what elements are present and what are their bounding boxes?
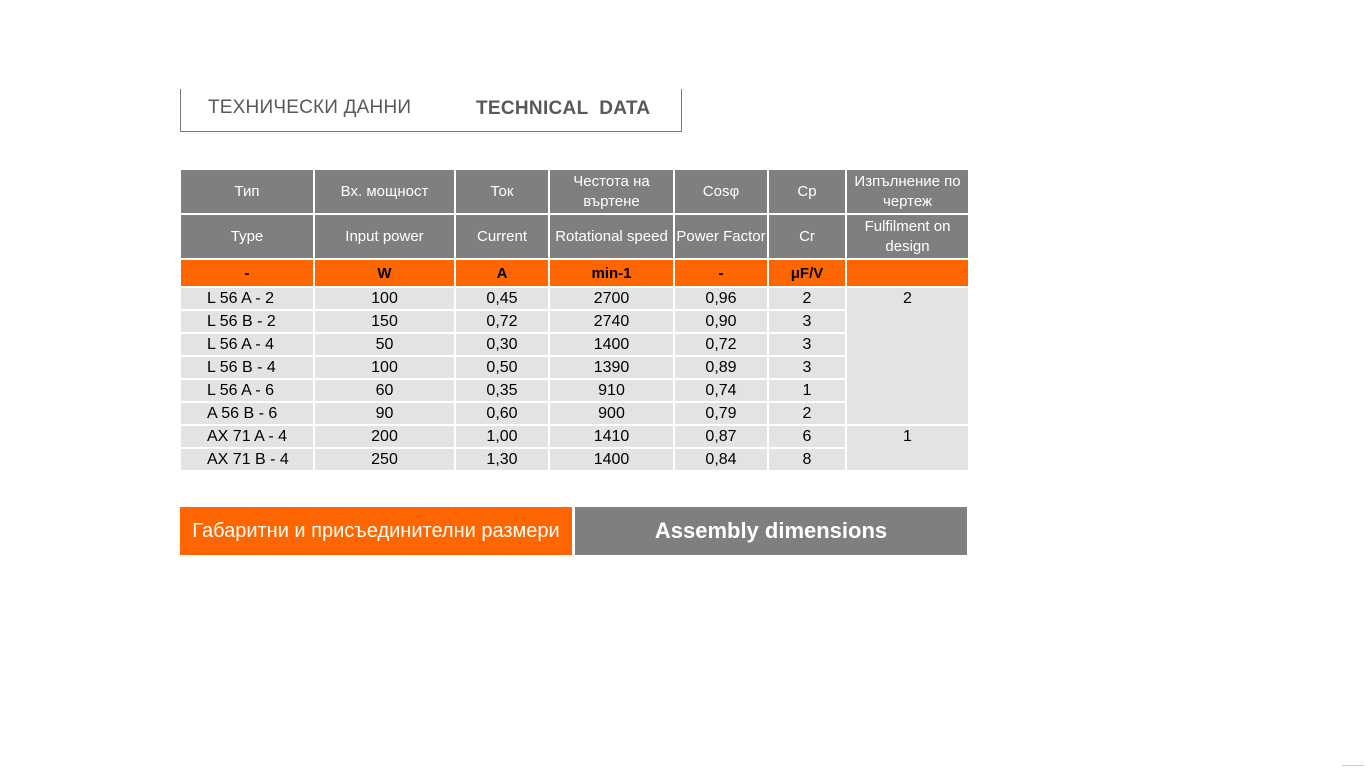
data-cell: 60 bbox=[315, 380, 454, 401]
data-cell: 3 bbox=[769, 357, 845, 378]
type-cell: A 56 B - 6 bbox=[181, 403, 313, 424]
data-cell: 900 bbox=[550, 403, 673, 424]
data-cell: 0,87 bbox=[675, 426, 767, 447]
unit-cell: A bbox=[456, 260, 548, 286]
header-rotational-speed-bg: Честота на въртене bbox=[550, 170, 673, 213]
data-cell: 1410 bbox=[550, 426, 673, 447]
data-cell: 1,00 bbox=[456, 426, 548, 447]
data-cell: 90 bbox=[315, 403, 454, 424]
unit-cell: W bbox=[315, 260, 454, 286]
data-cell: 0,90 bbox=[675, 311, 767, 332]
data-cell: 1400 bbox=[550, 334, 673, 355]
data-cell: 0,60 bbox=[456, 403, 548, 424]
data-cell: 150 bbox=[315, 311, 454, 332]
header-input-power-en: Input power bbox=[315, 215, 454, 258]
data-cell: 50 bbox=[315, 334, 454, 355]
data-cell: 2 bbox=[769, 288, 845, 309]
data-cell: 2700 bbox=[550, 288, 673, 309]
type-cell: AX 71 A - 4 bbox=[181, 426, 313, 447]
data-cell: 0,45 bbox=[456, 288, 548, 309]
design-group-cell: 2 bbox=[847, 288, 968, 424]
header-power-factor-en: Power Factor bbox=[675, 215, 767, 258]
data-cell: 0,74 bbox=[675, 380, 767, 401]
data-cell: 0,35 bbox=[456, 380, 548, 401]
header-input-power-bg: Вх. мощност bbox=[315, 170, 454, 213]
data-cell: 2 bbox=[769, 403, 845, 424]
data-cell: 1 bbox=[769, 380, 845, 401]
technical-data-title-box bbox=[180, 89, 682, 132]
data-cell: 2740 bbox=[550, 311, 673, 332]
data-cell: 8 bbox=[769, 449, 845, 470]
table-row bbox=[181, 426, 968, 447]
type-cell: L 56 A - 2 bbox=[181, 288, 313, 309]
units-row bbox=[181, 260, 968, 286]
table-row bbox=[181, 288, 968, 309]
unit-cell: μF/V bbox=[769, 260, 845, 286]
header-type-bg: Тип bbox=[181, 170, 313, 213]
data-cell: 0,96 bbox=[675, 288, 767, 309]
data-cell: 0,72 bbox=[456, 311, 548, 332]
assembly-dimensions-en-button[interactable]: Assembly dimensions bbox=[575, 507, 967, 555]
data-cell: 0,84 bbox=[675, 449, 767, 470]
data-cell: 6 bbox=[769, 426, 845, 447]
design-group-cell: 1 bbox=[847, 426, 968, 470]
data-cell: 200 bbox=[315, 426, 454, 447]
header-type-en: Type bbox=[181, 215, 313, 258]
type-cell: L 56 B - 4 bbox=[181, 357, 313, 378]
header-cp: Cp bbox=[769, 170, 845, 213]
data-cell: 910 bbox=[550, 380, 673, 401]
title-english: TECHNICAL DATA bbox=[476, 98, 651, 119]
data-cell: 3 bbox=[769, 334, 845, 355]
data-cell: 1390 bbox=[550, 357, 673, 378]
data-cell: 0,50 bbox=[456, 357, 548, 378]
data-cell: 1,30 bbox=[456, 449, 548, 470]
data-cell: 0,30 bbox=[456, 334, 548, 355]
header-design-en: Fulfilment on design bbox=[847, 215, 968, 258]
type-cell: L 56 A - 6 bbox=[181, 380, 313, 401]
data-cell: 3 bbox=[769, 311, 845, 332]
type-cell: L 56 A - 4 bbox=[181, 334, 313, 355]
header-rotational-speed-en: Rotational speed bbox=[550, 215, 673, 258]
unit-cell: - bbox=[675, 260, 767, 286]
data-cell: 0,72 bbox=[675, 334, 767, 355]
assembly-dimensions-bg-button[interactable]: Габаритни и присъединителни размери bbox=[180, 507, 572, 555]
unit-cell bbox=[847, 260, 968, 286]
technical-data-table bbox=[179, 168, 970, 472]
header-row-bulgarian bbox=[181, 170, 968, 213]
header-current-bg: Ток bbox=[456, 170, 548, 213]
unit-cell: - bbox=[181, 260, 313, 286]
data-cell: 0,89 bbox=[675, 357, 767, 378]
type-cell: AX 71 B - 4 bbox=[181, 449, 313, 470]
data-cell: 100 bbox=[315, 288, 454, 309]
data-cell: 100 bbox=[315, 357, 454, 378]
data-cell: 1400 bbox=[550, 449, 673, 470]
data-cell: 0,79 bbox=[675, 403, 767, 424]
type-cell: L 56 B - 2 bbox=[181, 311, 313, 332]
unit-cell: min-1 bbox=[550, 260, 673, 286]
header-row-english bbox=[181, 215, 968, 258]
header-cos-phi: Cosφ bbox=[675, 170, 767, 213]
header-design-bg: Изпълнение по чертеж bbox=[847, 170, 968, 213]
title-bulgarian: ТЕХНИЧЕСКИ ДАННИ bbox=[208, 97, 412, 118]
data-cell: 250 bbox=[315, 449, 454, 470]
header-current-en: Current bbox=[456, 215, 548, 258]
header-cr-en: Cr bbox=[769, 215, 845, 258]
corner-mark bbox=[1342, 765, 1364, 766]
